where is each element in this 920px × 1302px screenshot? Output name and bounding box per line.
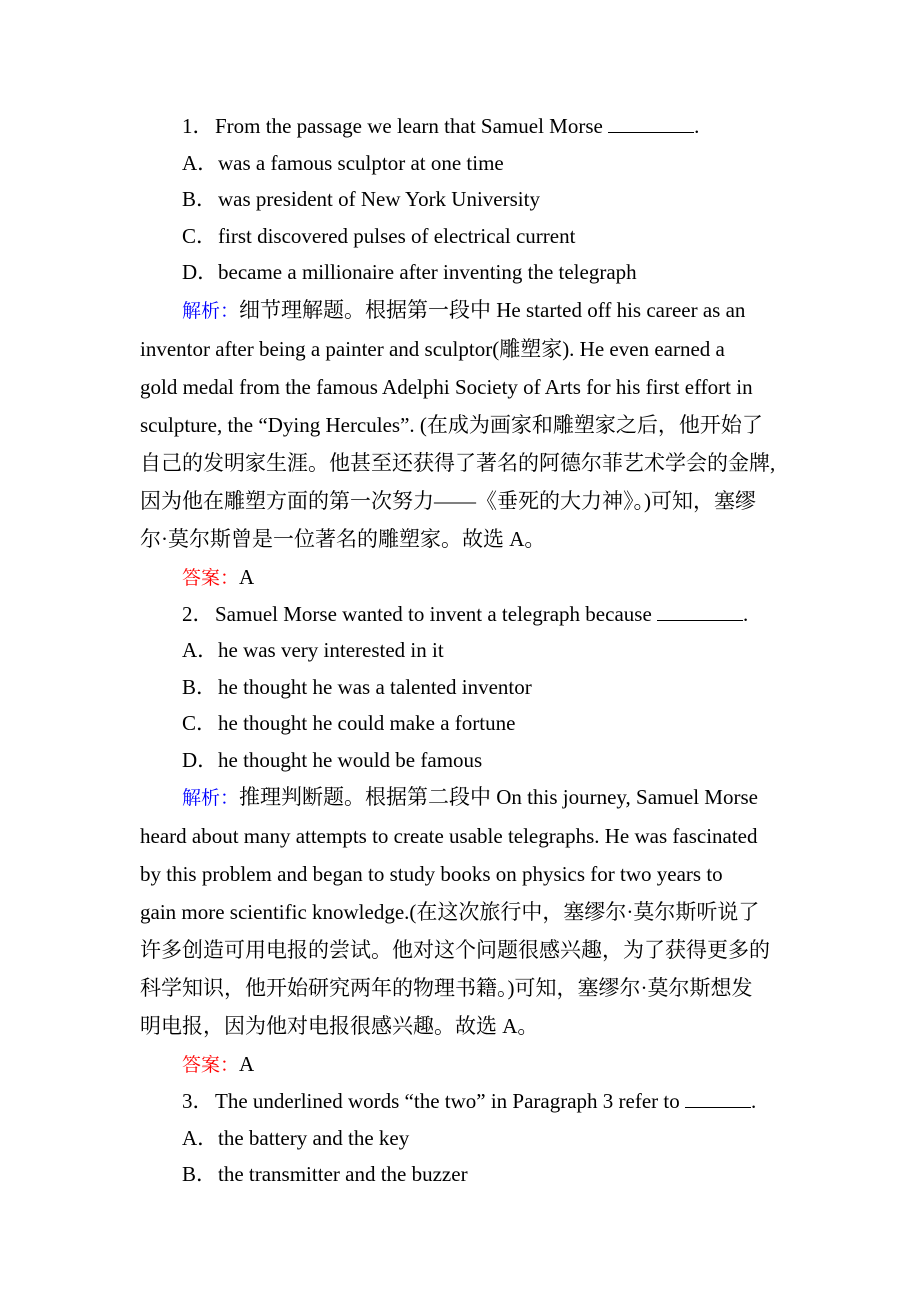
option-a: A．was a famous sculptor at one time (182, 150, 504, 175)
question-3 (140, 1083, 782, 1193)
answer-blank (685, 1091, 751, 1108)
option-d: D．became a millionaire after inventing the telegraph (182, 260, 637, 284)
question-number: 3． (182, 1089, 214, 1113)
question-1 (140, 108, 782, 596)
question-text: Samuel Morse wanted to invent a telegraph because (215, 601, 658, 626)
answer-value: A (239, 564, 255, 589)
analysis-paragraph: 解析：推理判断题。根据第二段中 On this journey, Samuel Morse heard about many attempts to create usable telegraphs. He was fascinated by this problem and began to study books on physics for two years to gain more scientific knowledge.(在这次旅行中，塞缪尔·莫尔斯听说了 许多创造可用电报的尝试。他对这个问题很感兴趣，为了获得更多的 科学知识，他开始研究两年的物理书籍。)可知，塞缪尔·莫尔斯想发 明电报，因为他对电报很感兴趣。故选 A。 (140, 785, 770, 1038)
option-b: B．he thought he was a talented inventor (182, 674, 532, 699)
option-b: B．the transmitter and the buzzer (182, 1162, 468, 1186)
question-stem: 1．From the passage we learn that Samuel Morse . (140, 108, 782, 145)
question-number: 2． (182, 601, 214, 626)
option-c: C．he thought he could make a fortune (182, 711, 516, 735)
question-stem: 2．Samuel Morse wanted to invent a telegraph because . (140, 596, 782, 633)
answer-line (140, 558, 782, 596)
answer-line (140, 1045, 782, 1083)
option-a: A．the battery and the key (182, 1125, 410, 1150)
option-b: B．was president of New York University (182, 187, 540, 211)
answer-value: A (239, 1052, 255, 1076)
document-page (140, 108, 782, 1193)
analysis-label: 解析： (182, 299, 240, 322)
option-d: D．he thought he would be famous (182, 747, 483, 772)
analysis-label: 解析： (182, 787, 240, 809)
question-text: The underlined words “the two” in Paragraph 3 refer to (215, 1089, 685, 1113)
question-2 (140, 596, 782, 1084)
answer-blank (657, 604, 743, 621)
answer-blank (608, 116, 694, 133)
option-a: A．he was very interested in it (182, 638, 444, 662)
question-stem: 3．The underlined words “the two” in Paragraph 3 refer to . (140, 1083, 782, 1120)
question-number: 1． (182, 114, 214, 138)
question-text: From the passage we learn that Samuel Morse (215, 114, 609, 138)
answer-label: 答案： (182, 1054, 240, 1076)
answer-label: 答案： (182, 566, 240, 589)
analysis-paragraph: 解析：细节理解题。根据第一段中 He started off his career as an inventor after being a painter and sculptor(雕塑家). He even earned a gold medal from the famous Adelphi Society of Arts for his first effort in sculpture, the “Dying Hercules”. (在成为画家和雕塑家之后，他开始了 自己的发明家生涯。他甚至还获得了著名的阿德尔菲艺术学会的金牌, 因为他在雕塑方面的第一次努力——《垂死的大力神》。)可知，塞缪 尔·莫尔斯曾是一位著名的雕塑家。故选 A。 (140, 297, 776, 551)
option-c: C．first discovered pulses of electrical current (182, 223, 576, 248)
